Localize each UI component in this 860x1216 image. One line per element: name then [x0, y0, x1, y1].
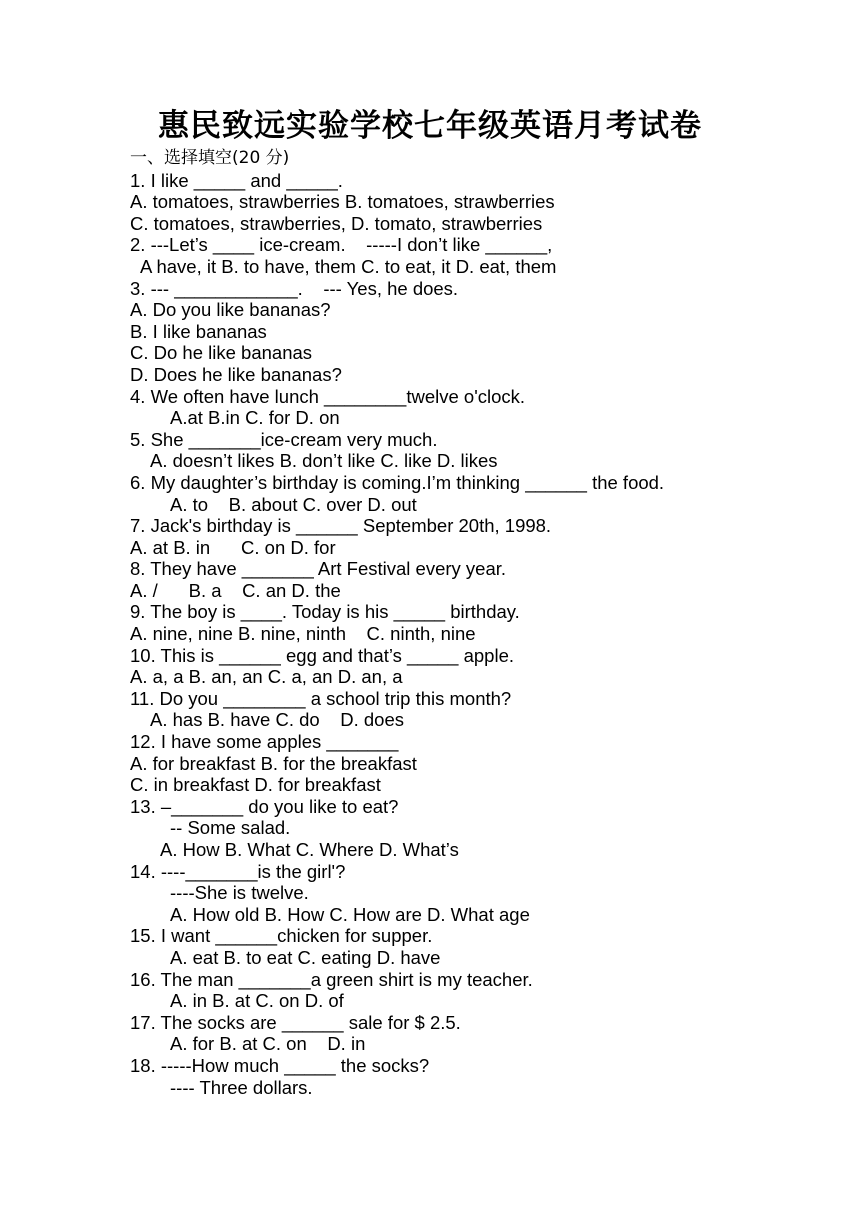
options-1a: A. tomatoes, strawberries B. tomatoes, strawberries: [130, 191, 555, 213]
question-17: 17. The socks are ______ sale for $ 2.5.: [130, 1011, 461, 1033]
options-9: A. nine, nine B. nine, ninth C. ninth, nine: [130, 623, 476, 645]
question-list: [130, 148, 830, 1098]
question-13: 13. –_______ do you like to eat?: [130, 795, 399, 817]
section-heading: 一、选择填空(20 分): [130, 148, 290, 168]
options-12a: A. for breakfast B. for the breakfast: [130, 752, 417, 774]
options-5: A. doesn’t likes B. don’t like C. like D. likes: [150, 450, 498, 472]
options-11: A. has B. have C. do D. does: [150, 709, 404, 731]
option-3a: A. Do you like bananas?: [130, 299, 331, 321]
options-15: A. eat B. to eat C. eating D. have: [170, 946, 441, 968]
question-8: 8. They have _______ Art Festival every year.: [130, 558, 507, 580]
option-3d: D. Does he like bananas?: [130, 363, 342, 385]
page-title: 惠民致远实验学校七年级英语月考试卷: [158, 108, 702, 144]
options-16: A. in B. at C. on D. of: [170, 990, 344, 1012]
answer-18: ---- Three dollars.: [170, 1076, 313, 1098]
question-11: 11. Do you ________ a school trip this month?: [130, 687, 512, 709]
question-7: 7. Jack's birthday is ______ September 20th, 1998.: [130, 515, 552, 537]
question-1: 1. I like _____ and _____.: [130, 169, 343, 191]
question-10: 10. This is ______ egg and that’s _____ apple.: [130, 644, 515, 666]
options-12b: C. in breakfast D. for breakfast: [130, 774, 381, 796]
question-6: 6. My daughter’s birthday is coming.I’m thinking ______ the food.: [130, 471, 665, 493]
question-12: 12. I have some apples _______: [130, 731, 399, 753]
options-13: A. How B. What C. Where D. What’s: [160, 839, 459, 860]
question-15: 15. I want ______chicken for supper.: [130, 925, 433, 947]
options-1b: C. tomatoes, strawberries, D. tomato, strawberries: [130, 212, 543, 234]
question-4: 4. We often have lunch ________twelve o'clock.: [130, 385, 526, 407]
question-16: 16. The man _______a green shirt is my teacher.: [130, 968, 533, 990]
answer-13: -- Some salad.: [170, 817, 291, 839]
options-6: A. to B. about C. over D. out: [170, 493, 417, 515]
options-14: A. How old B. How C. How are D. What age: [170, 903, 530, 925]
options-8: A. / B. a C. an D. the: [130, 579, 341, 601]
question-9: 9. The boy is ____. Today is his _____ birthday.: [130, 601, 520, 623]
question-2: 2. ---Let’s ____ ice-cream. -----I don’t like ______,: [130, 234, 553, 256]
question-3: 3. --- ____________. --- Yes, he does.: [130, 277, 459, 299]
options-17: A. for B. at C. on D. in: [170, 1033, 366, 1055]
options-2: A have, it B. to have, them C. to eat, it D. eat, them: [140, 255, 557, 277]
options-4: A.at B.in C. for D. on: [170, 407, 340, 429]
answer-14: ----She is twelve.: [170, 882, 309, 904]
options-10: A. a, a B. an, an C. a, an D. an, a: [130, 666, 403, 688]
option-3b: B. I like bananas: [130, 320, 267, 342]
question-18: 18. -----How much _____ the socks?: [130, 1054, 430, 1076]
option-3c: C. Do he like bananas: [130, 342, 313, 364]
question-14: 14. ----_______is the girl'?: [130, 860, 346, 882]
question-5: 5. She _______ice-cream very much.: [130, 428, 438, 450]
options-7: A. at B. in C. on D. for: [130, 536, 336, 558]
